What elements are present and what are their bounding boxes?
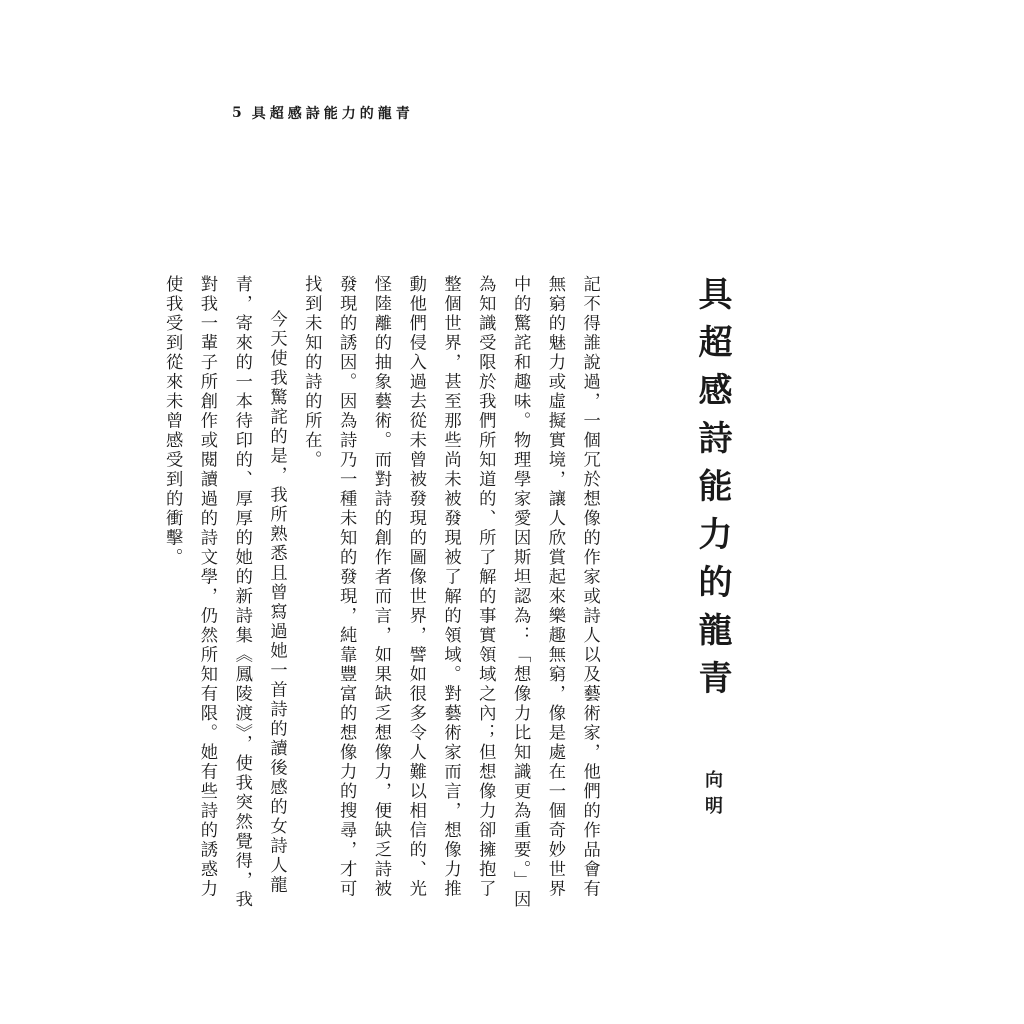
article-author: 向明 (702, 770, 723, 822)
body-paragraph-1: 記不得誰說過，一個冗於想像的作家或詩人以及藝術家，他們的作品會有無窮的魅力或虛擬實境，讓人欣賞起來樂趣無窮，像是處在一個奇妙世界中的驚詫和趣味。物理學家愛因斯坦認為：「想像力比知識更為重要。」因為知識受限於我們所知道的、所了解的事實領域之內；但想像力卻擁抱了整個世界，甚至那些尚未被發現被了解的領域。對藝術家而言，想像力推動他們侵入過去從未曾被發現的圖像世界，譬如很多令人難以相信的、光怪陸離的抽象藝術。而對詩的創作者而言，如果缺乏想像力，便缺乏詩被發現的誘因。因為詩乃一種未知的發現，純靠豐富的想像力的搜尋，才可找到未知的詩的所在。 (301, 275, 600, 910)
article-body (162, 275, 624, 915)
body-paragraph-2: 今天使我驚詫的是，我所熟悉且曾寫過她一首詩的讀後感的女詩人龍青，寄來的一本待印的、厚厚的她的新詩集《鳳陵渡》，使我突然覺得，我對我一輩子所創作或閱讀過的詩文學，仍然所知有限。她有些詩的誘惑力使我受到從來未曾感受到的衝擊。 (162, 275, 287, 910)
article-title: 具超感詩能力的龍青 (692, 276, 732, 708)
running-header (232, 102, 414, 124)
page-number: 5 (232, 105, 242, 121)
running-header-title: 具超感詩能力的龍青 (251, 106, 414, 122)
